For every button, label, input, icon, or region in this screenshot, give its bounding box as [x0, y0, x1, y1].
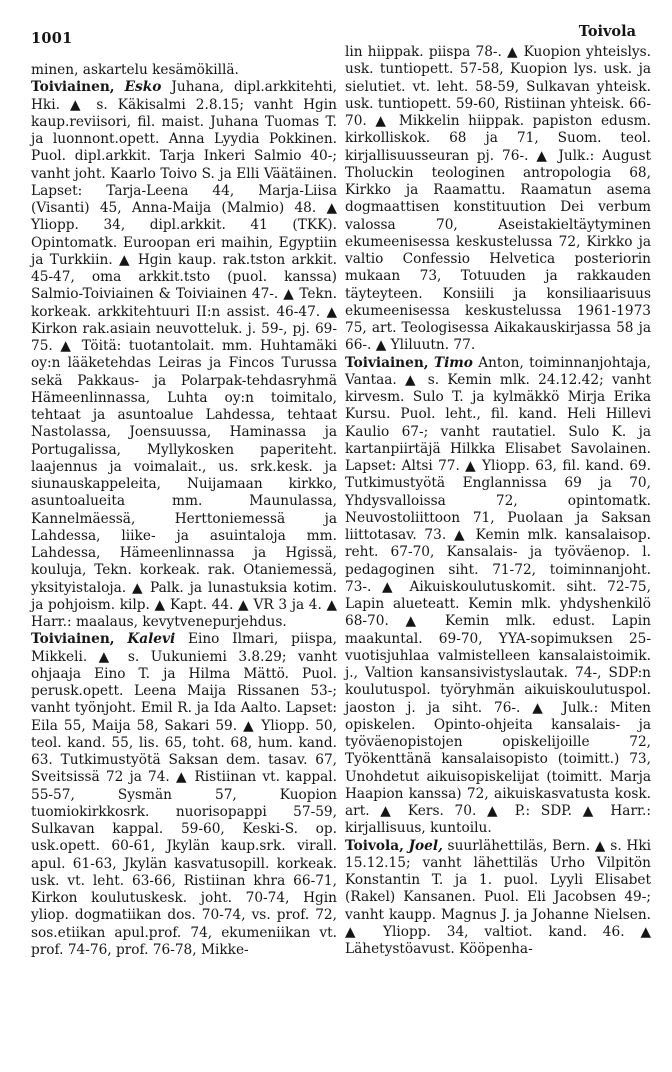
entry-joel-toivola — [345, 838, 651, 959]
entry-esko-toiviainen — [31, 79, 337, 631]
entry-timo-toiviainen — [345, 355, 651, 838]
entry-text: Eino Ilmari, piispa, Mikkeli. ▲ s. Uukuniemi 3.8.29; vanht ohjaaja Eino T. ja Hilma Mättö. Puol. perusk.opett. Leena Maija Rissanen 53-; vanht työnjoht. Emil R. ja Ida Aalto. Lapset: Eila 55, Maija 58, Sakari 59. ▲ Yliopp. 50, teol. kand. 55, lis. 65, toht. 68, hum. kand. 63. Tutkimustyötä Saksan dem. tasav. 67, Sveitsissä 72 ja 74. ▲ Ristiinan vt. kappal. 55-57, Sysmän 57, Kuopion tuomiokirkkosrk. nuorisopappi 57-59, Sulkavan kappal. 59-60, Keski-S. op. usk.opett. 60-61, Jkylän kaup.srk. virall. apul. 61-63, Jkylän kasvatusopill. korkeak. usk. vt. leht. 63-66, Ristiinan khra 66-71, Kirkon koulutuskesk. joht. 70-74, Hgin yliop. dogmatiikan dos. 70-74, vs. prof. 72, sos.etiikan apul.prof. 74, ekumeniikan vt. prof. 74-76, prof. 76-78, Mikke- — [31, 631, 337, 958]
entry-surname: Toiviainen, — [31, 79, 115, 96]
right-column — [345, 44, 651, 958]
running-head: Toivola — [578, 23, 636, 40]
entry-first-name: Timo — [433, 354, 473, 371]
left-continuation: minen, askartelu kesämökillä. — [31, 62, 239, 78]
entry-surname: Toiviainen, — [31, 631, 115, 648]
entry-first-name: Joel, — [408, 837, 443, 854]
entry-text: Juhana, dipl.arkkitehti, Hki. ▲ s. Käkisalmi 2.8.15; vanht Hgin kaup.reviisori, fil. maist. Juhana Tuomas T. ja luonnont.opett. Anna Lyydia Pokkinen. Puol. dipl.arkkit. Tarja Inkeri Salmio 40-; vanht joht. Kaarlo Toivo S. ja Elli Väätäinen. Lapset: Tarja-Leena 44, Marja-Liisa (Visanti) 45, Anna-Maija (Malmio) 48. ▲ Yliopp. 34, dipl.arkkit. 41 (TKK). Opintomatk. Euroopan eri maihin, Egyptiin ja Turkkiin. ▲ Hgin kaup. rak.tston arkkit. 45-47, oma arkkit.tsto (puol. kanssa) Salmio-Toiviainen & Toiviainen 47-. ▲ Tekn. korkeak. arkkitehtuuri II:n assist. 46-47. ▲ Kirkon rak.asiain neuvotteluk. j. 59-, pj. 69-75. ▲ Töitä: tuotantolait. mm. Huhtamäki oy:n lääketehdas Leiras ja Fincos Turussa sekä Pakkaus- ja Polarpak-tehdasryhmä Hämeenlinnassa, Luhta oy:n toimitalo, tehtaat ja asuntoalue Lahdessa, tehtaat Nastolassa, Joensuussa, Haminassa ja Portugalissa, Myllykosken paperiteht. laajennus ja voimalait., us. srk.kesk. ja siunauskappeleita, Nuijamaan kirkko, asuntoalueita mm. Maunulassa, Kannelmäessä, Herttoniemessä ja Lahdessa, liike- ja asuintaloja mm. Lahdessa, Hämeenlinnassa ja Hgissä, kouluja, Tekn. korkeak. rak. Otaniemessä, yksityistaloja. ▲ Palk. ja lunastuksia kotim. ja pohjoism. kilp. ▲ Kapt. 44. ▲ VR 3 ja 4. ▲ Harr.: maalaus, kevytvenepurjehdus. — [31, 79, 337, 630]
entry-surname: Toiviainen, — [345, 354, 429, 371]
right-continuation: lin hiippak. piispa 78-. ▲ Kuopion yhteislys. usk. tuntiopett. 57-58, Kuopion lys. usk. ja sielutiet. vt. leht. 58-59, Sulkavan yhteisk. usk. tuntiopett. 59-60, Ristiinan yhteisk. 66-70. ▲ Mikkelin hiippak. papiston edusm. kirkolliskok. 68 ja 71, Suom. teol. kirjallisuusseuran pj. 76-. ▲ Julk.: August Tholuckin teologinen antropologia 68, Kirkko ja Raamattu. Raamatun asema dogmaattisen konstituution Dei verbum valossa 70, Aseistakieltäytyminen ekumeenisessa keskustelussa 72, Kirkko ja valtio Confessio Helvetica posteriorin mukaan 73, Totuuden ja rakkauden täyteyteen. Konsiili ja konsiliaarisuus ekumeenisessa keskustelussa 1961-1973 75, art. Teologisessa Aikakauskirjassa 58 ja 66-. ▲ Yliluutn. 77. — [345, 44, 651, 354]
left-column — [31, 62, 337, 959]
entry-text: Anton, toiminnanjohtaja, Vantaa. ▲ s. Kemin mlk. 24.12.42; vanht kirvesm. Sulo T. ja kylmäkkö Mirja Erika Kursu. Puol. leht., fil. kand. Heli Hillevi Kaulio 67-; vanht rautatiel. Sulo K. ja kartanpiirtäjä Hilkka Elisabet Savolainen. Lapset: Altsi 77. ▲ Yliopp. 63, fil. kand. 69. Tutkimustyötä Englannissa 69 ja 70, Yhdysvalloissa 72, opintomatk. Neuvostoliittoon 71, Puolaan ja Saksan liittotasav. 73. ▲ Kemin mlk. kansalaisop. reht. 67-70, Kansalais- ja työväenop. l. pedagoginen siht. 71-72, toiminnanjoht. 73-. ▲ Aikuiskoulutuskomit. siht. 72-75, Lapin alueteatt. Kemin mlk. yhdyshenkilö 68-70. ▲ Kemin mlk. edust. Lapin maakuntal. 69-70, YYA-sopimuksen 25-vuotisjuhlaa valmistelleen kansalaistoimik. j., Valtion kansansivistyslautak. 74-, SDP:n koulutuspol. työryhmän aikuiskoulutuspol. jaoston j. ja siht. 76-. ▲ Julk.: Miten opiskelen. Opinto-ohjeita kansalais- ja työväenopistojen opiskelijoille 72, Työkenttänä kansalaisopisto (toimitt.) 73, Unohdetut aikuisopiskelijat (toimitt. Marja Haapion kanssa) 72, aikuiskasvatusta kosk. art. ▲ Kers. 70. ▲ P.: SDP. ▲ Harr.: kirjallisuus, kuntoilu. — [345, 354, 651, 837]
entry-first-name: Kalevi — [127, 631, 176, 648]
entry-surname: Toivola, — [345, 837, 404, 854]
page-number: 1001 — [31, 30, 73, 47]
entry-first-name: Esko — [124, 79, 162, 96]
entry-kalevi-toiviainen — [31, 631, 337, 959]
entry-text: suurlähettiläs, Bern. ▲ s. Hki 15.12.15; vanht lähettiläs Urho Vilpitön Konstantin T. ja 1. puol. Lyyli Elisabet (Rakel) Kansanen. Puol. Eli Jacobsen 49-; vanht kaupp. Magnus J. ja Johanne Nielsen. ▲ Yliopp. 34, valtiot. kand. 46. ▲ Lähetystöavust. Kööpenha- — [345, 837, 651, 957]
